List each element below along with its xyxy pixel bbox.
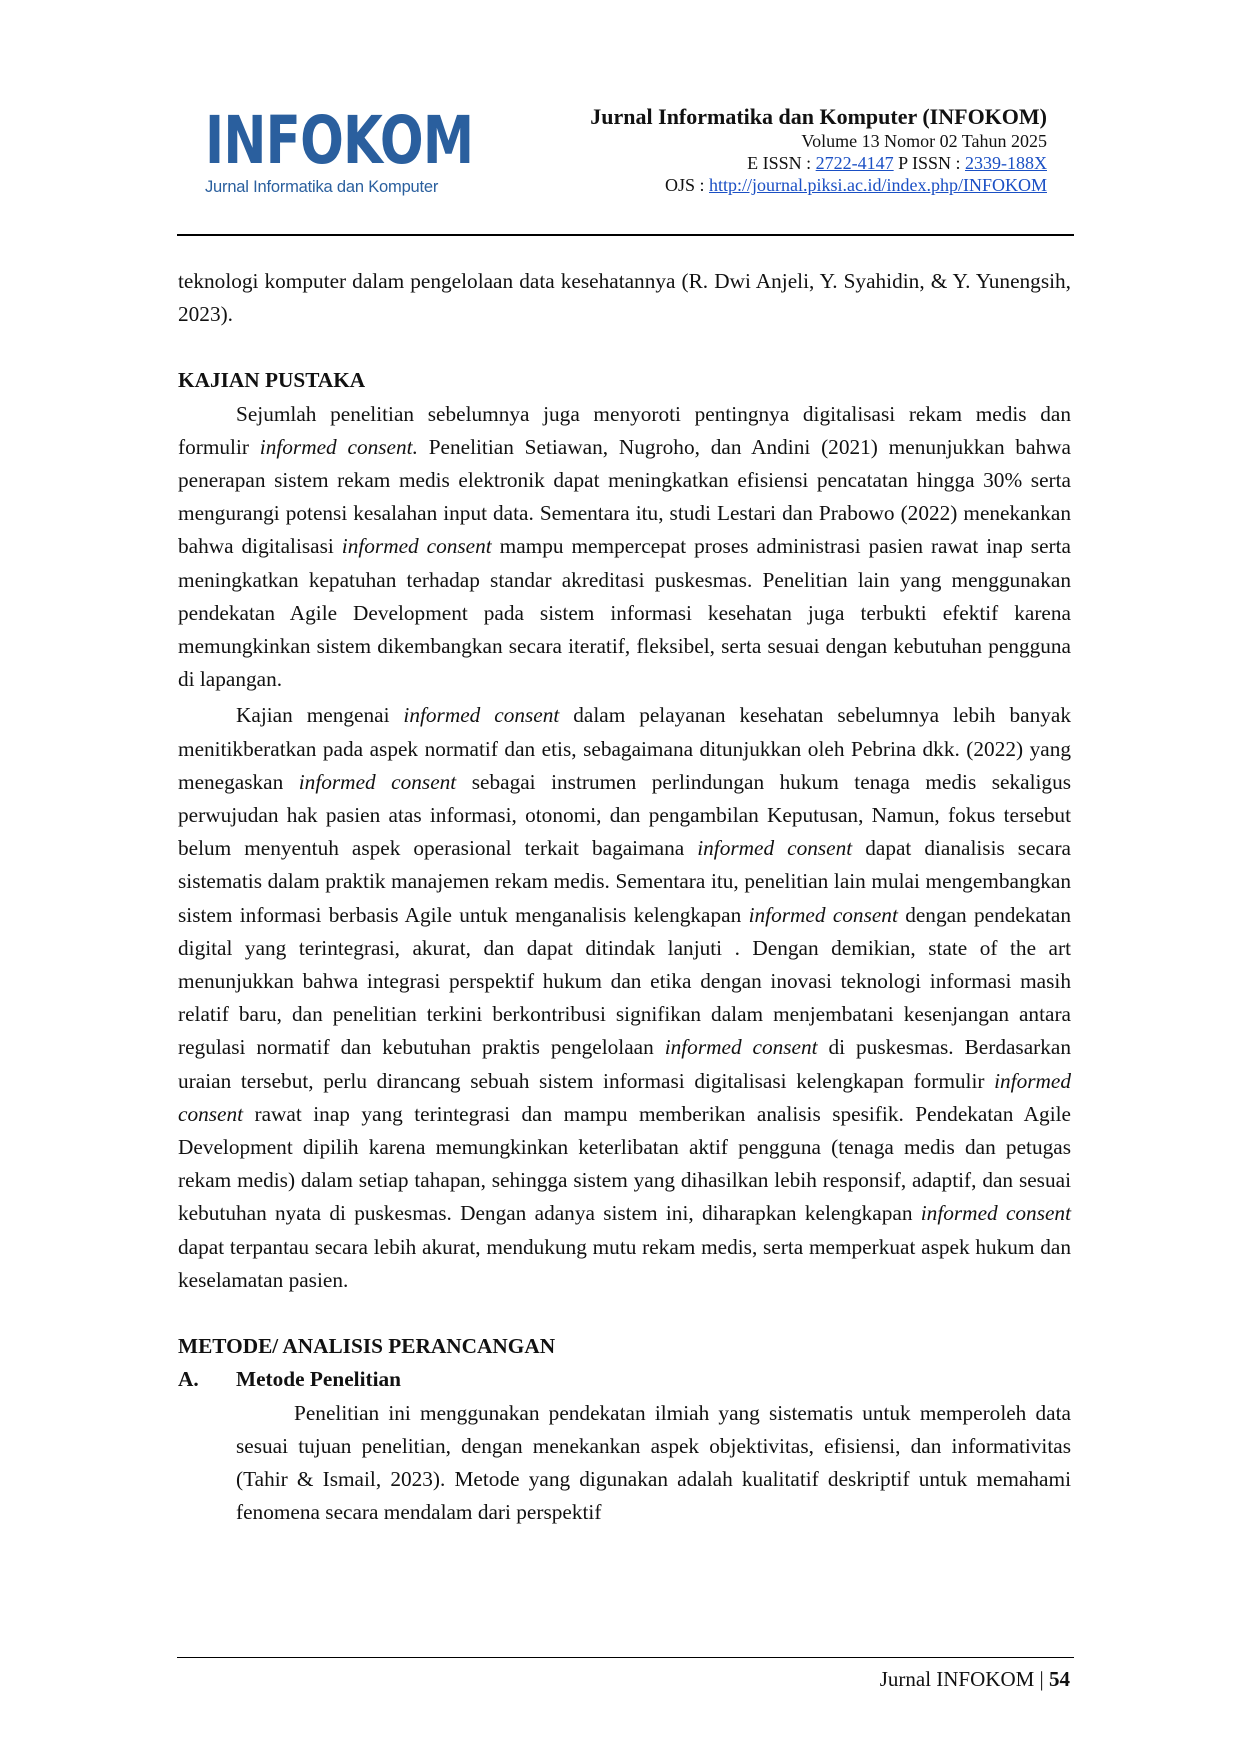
eissn-link[interactable]: 2722-4147 (815, 153, 894, 173)
journal-title: Jurnal Informatika dan Komputer (INFOKOM) (590, 104, 1047, 129)
page-number: 54 (1049, 1667, 1070, 1691)
paragraph-2: Kajian mengenai informed consent dalam pelayanan kesehatan sebelumnya lebih banyak menitikberatkan pada aspek normatif dan etis, sebagaimana ditunjukkan oleh Pebrina dkk. (2022) yang menegaskan informed consent sebagai instrumen perlindungan hukum tenaga medis sekaligus perwujudan hak pasien atas informasi, otonomi, dan pengambilan Keputusan, Namun, fokus tersebut belum menyentuh aspek operasional terkait bagaimana informed consent dapat dianalisis secara sistematis dalam praktik manajemen rekam medis. Sementara itu, penelitian lain mulai mengembangkan sistem informasi berbasis Agile untuk menganalisis kelengkapan informed consent dengan pendekatan digital yang terintegrasi, akurat, dan dapat ditindak lanjuti . Dengan demikian, state of the art menunjukkan bahwa integrasi perspektif hukum dan etika dengan inovasi teknologi informasi masih relatif baru, dan penelitian terkini berkontribusi signifikan dalam menjembatani kesenjangan antara regulasi normatif dan kebutuhan praktis pengelolaan informed consent di puskesmas. Berdasarkan uraian tersebut, perlu dirancang sebuah sistem informasi digitalisasi kelengkapan formulir informed consent rawat inap yang terintegrasi dan mampu memberikan analisis spesifik. Pendekatan Agile Development dipilih karena memungkinkan keterlibatan aktif pengguna (tenaga medis dan petugas rekam medis) dalam setiap tahapan, sehingga sistem yang dihasilkan lebih responsif, adaptif, dan sesuai kebutuhan nyata di puskesmas. Dengan adanya sistem ini, diharapkan kelengkapan informed consent dapat terpantau secara lebih akurat, mendukung mutu rekam medis, serta memperkuat aspek hukum dan keselamatan pasien. (178, 703, 1072, 1292)
page-footer (880, 1665, 1070, 1693)
footer-divider (177, 1657, 1074, 1658)
logo-text: INFOKOM (205, 102, 474, 179)
journal-logo (205, 102, 474, 197)
journal-volume: Volume 13 Nomor 02 Tahun 2025 (801, 131, 1047, 151)
header-divider (177, 234, 1074, 236)
subsection-title: Metode Penelitian (236, 1367, 402, 1392)
subsection-letter: A. (178, 1367, 199, 1392)
ojs-label: OJS : (665, 175, 710, 195)
pissn-link[interactable]: 2339-188X (965, 153, 1047, 173)
page-content (178, 265, 1071, 1529)
paragraph-1: Sejumlah penelitian sebelumnya juga menyoroti pentingnya digitalisasi rekam medis dan formulir informed consent. Penelitian Setiawan, Nugroho, dan Andini (2021) menunjukkan bahwa penerapan sistem rekam medis elektronik dapat meningkatkan efisiensi pencatatan hingga 30% serta mengurangi potensi kesalahan input data. Sementara itu, studi Lestari dan Prabowo (2022) menekankan bahwa digitalisasi informed consent mampu mempercepat proses administrasi pasien rawat inap serta meningkatkan kepatuhan terhadap standar akreditasi puskesmas. Penelitian lain yang menggunakan pendekatan Agile Development pada sistem informasi kesehatan juga terbukti efektif karena memungkinkan sistem dikembangkan secara iteratif, fleksibel, serta sesuai dengan kebutuhan pengguna di lapangan. (178, 401, 1072, 692)
ojs-link[interactable]: http://journal.piksi.ac.id/index.php/INFOKOM (709, 175, 1047, 195)
section-heading-metode: METODE/ ANALISIS PERANCANGAN (178, 1334, 556, 1359)
footer-separator: | (1039, 1667, 1044, 1691)
pissn-label: P ISSN : (893, 153, 965, 173)
section-heading-kajian-pustaka: KAJIAN PUSTAKA (178, 368, 366, 393)
logo-subtitle: Jurnal Informatika dan Komputer (205, 178, 439, 196)
journal-info (590, 103, 1047, 196)
carry-over-paragraph: teknologi komputer dalam pengelolaan data kesehatannya (R. Dwi Anjeli, Y. Syahidin, & Y. Yunengsih, 2023). (178, 269, 1071, 327)
subsection-heading (178, 1363, 1071, 1396)
footer-journal: Jurnal INFOKOM (879, 1667, 1035, 1691)
eissn-label: E ISSN : (747, 153, 816, 173)
ojs-line (590, 174, 1047, 196)
issn-line (590, 152, 1047, 174)
paragraph-3: Penelitian ini menggunakan pendekatan ilmiah yang sistematis untuk memperoleh data sesuai tujuan penelitian, dengan menekankan aspek objektivitas, efisiensi, dan informativitas (Tahir & Ismail, 2023). Metode yang digunakan adalah kualitatif deskriptif untuk memahami fenomena secara mendalam dari perspektif (236, 1400, 1071, 1525)
